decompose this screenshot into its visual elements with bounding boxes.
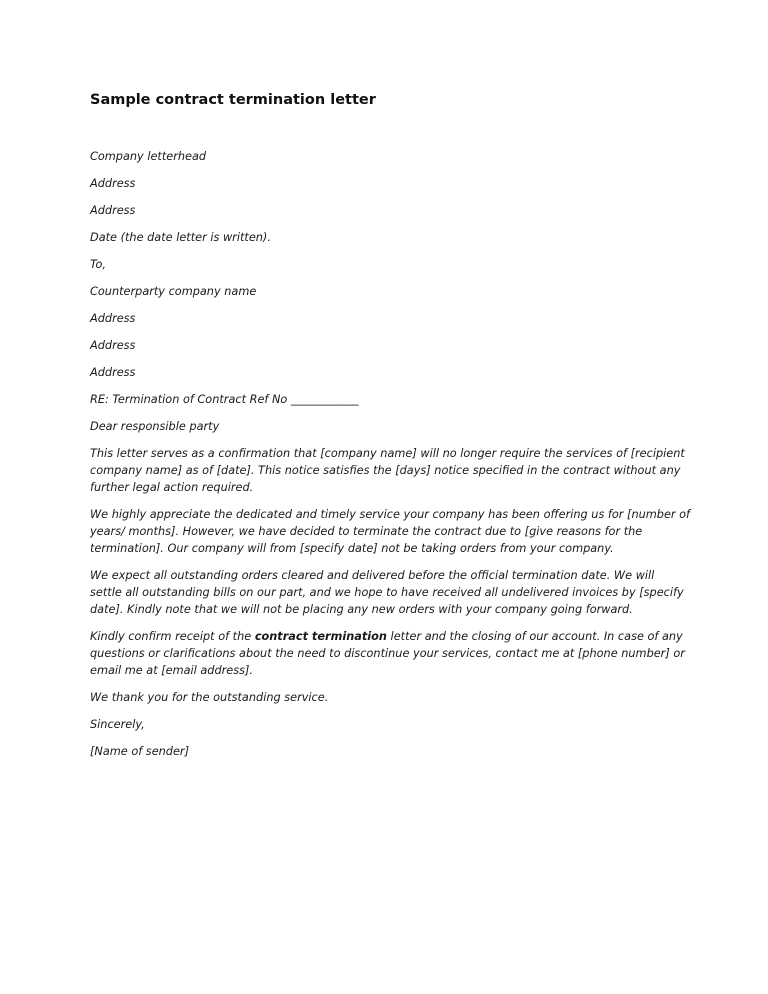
paragraph-line: questions or clarifications about the need to discontinue your services, contact me at [phone number] or	[90, 647, 685, 660]
letter-body	[90, 148, 690, 770]
sender-name-line: [Name of sender]	[90, 745, 189, 758]
inline-text: Kindly confirm receipt of the	[90, 630, 255, 643]
recipient-address-line-2: Address	[90, 339, 136, 352]
paragraph-outstanding-orders	[90, 567, 690, 618]
recipient-address-line-3: Address	[90, 366, 136, 379]
paragraph-line: date]. Kindly note that we will not be placing any new orders with your company going forward.	[90, 603, 633, 616]
paragraph-line: email me at [email address].	[90, 664, 254, 677]
paragraph-line: further legal action required.	[90, 481, 254, 494]
paragraph-line: We highly appreciate the dedicated and timely service your company has been offering us for [number of	[90, 508, 691, 521]
sender-address-line-1: Address	[90, 177, 136, 190]
paragraph-line: company name] as of [date]. This notice satisfies the [days] notice specified in the contract without any	[90, 464, 681, 477]
date-line: Date (the date letter is written).	[90, 231, 271, 244]
inline-text: letter and the closing of our account. In case of any	[386, 630, 683, 643]
paragraph-line: years/ months]. However, we have decided to terminate the contract due to [give reasons for the	[90, 525, 643, 538]
paragraph-line: This letter serves as a confirmation that [company name] will no longer require the services of [recipient	[90, 447, 685, 460]
to-line: To,	[90, 258, 107, 271]
sender-address-line-2: Address	[90, 204, 136, 217]
paragraph-appreciation	[90, 506, 690, 557]
letterhead-line: Company letterhead	[90, 150, 207, 163]
paragraph-confirmation	[90, 445, 690, 496]
paragraph-confirm-receipt	[90, 628, 690, 679]
paragraph-line	[90, 628, 690, 645]
subject-line: RE: Termination of Contract Ref No ____________	[90, 393, 359, 406]
paragraph-line: settle all outstanding bills on our part, and we hope to have received all undelivered invoices by [specify	[90, 586, 684, 599]
recipient-address-line-1: Address	[90, 312, 136, 325]
thanks-line: We thank you for the outstanding service.	[90, 691, 329, 704]
contract-termination-emphasis: contract termination	[254, 630, 387, 643]
paragraph-line: termination]. Our company will from [specify date] not be taking orders from your company.	[90, 542, 614, 555]
counterparty-line: Counterparty company name	[90, 285, 257, 298]
paragraph-line: We expect all outstanding orders cleared and delivered before the official termination date. We will	[90, 569, 655, 582]
signoff-line: Sincerely,	[90, 718, 145, 731]
page-title: Sample contract termination letter	[90, 92, 376, 108]
salutation-line: Dear responsible party	[90, 420, 220, 433]
